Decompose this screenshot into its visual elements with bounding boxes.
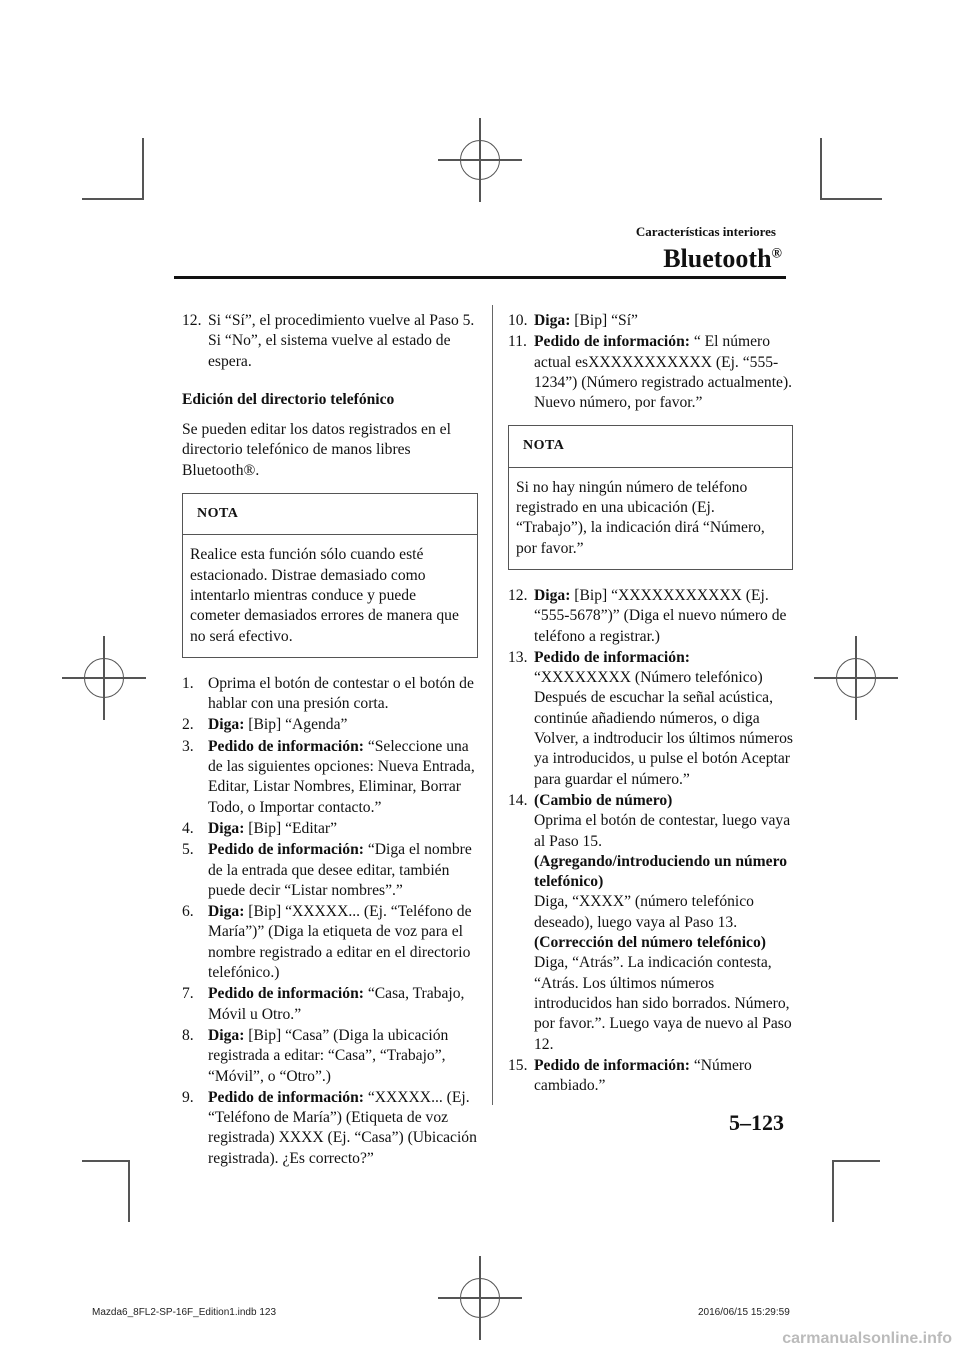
- registration-crosshair-icon: [814, 636, 898, 720]
- footer-date: 2016/06/15 15:29:59: [698, 1307, 790, 1318]
- list-item: 15. Pedido de información: “Número cambiado.”: [508, 1056, 752, 1095]
- footer-file: Mazda6_8FL2-SP-16F_Edition1.indb 123: [92, 1307, 277, 1318]
- note-body: Si no hay ningún número de teléfono registrado en una ubicación (Ej. “Trabajo”), la indicación dirá “Número, por favor.”: [516, 478, 765, 557]
- watermark: carmanualsonline.info: [782, 1330, 952, 1347]
- list-item: 4. Diga: [Bip] “Editar”: [182, 819, 338, 837]
- list-item: 6. Diga: [Bip] “XXXXX... (Ej. “Teléfono de María”)” (Diga la etiqueta de voz para el nombre registrado a editar en el directorio telefónico.): [182, 903, 472, 982]
- step-12-continued: 12. Si “Sí”, el procedimiento vuelve al Paso 5. Si “No”, el sistema vuelve al estado de espera.: [182, 312, 475, 370]
- note-body: Realice esta función sólo cuando esté estacionado. Distrae demasiado como intentarlo mientras conduce y puede cometer demasiados errores de manera que no será efectivo.: [190, 546, 459, 645]
- list-item: 14. (Cambio de número) Oprima el botón de contestar, luego vaya al Paso 15. (Agregando/introduciendo un número telefónico) Diga, “XXXX” (número telefónico deseado), luego vaya al Paso 13. (Corrección del número telefónico) Diga, “Atrás”. La indicación contesta, “Atrás. Los últimos números introducidos han sido borrados. Número, por favor.”. Luego vaya de nuevo al Paso 12.: [508, 791, 792, 1053]
- note-box: [182, 493, 478, 658]
- list-item: 10. Diga: [Bip] “Sí”: [508, 312, 638, 329]
- page-title: Bluetooth®: [663, 244, 782, 273]
- registration-crosshair-icon: [438, 118, 522, 202]
- list-item: 7. Pedido de información: “Casa, Trabajo, Móvil u Otro.”: [182, 985, 465, 1023]
- list-item: 13. Pedido de información: “XXXXXXXX (Número telefónico) Después de escuchar la señal acústica, continúe añadiendo números, o diga Volver, a indtroducir los últimos números ya introducidos, u pulse el botón Aceptar para guardar el número.”: [508, 648, 793, 788]
- list-item: 8. Diga: [Bip] “Casa” (Diga la ubicación registrada a editar: “Casa”, “Trabajo”, “Móvil”, o “Otro”.): [182, 1026, 449, 1085]
- intro-paragraph: Se pueden editar los datos registrados en el directorio telefónico de manos libres Bluetooth®.: [182, 421, 451, 479]
- list-item: 5. Pedido de información: “Diga el nombre de la entrada que desee editar, también puede decir “Listar nombres”.”: [182, 841, 472, 899]
- list-item: 9. Pedido de información: “XXXXX... (Ej. “Teléfono de María”) (Etiqueta de voz registrada) XXXX (Ej. “Casa”) (Ubicación registrada). ¿Es correcto?”: [182, 1088, 477, 1167]
- section-name: Características interiores: [635, 224, 776, 239]
- list-item: 2. Diga: [Bip] “Agenda”: [182, 716, 348, 734]
- registration-crosshair-icon: [438, 1256, 522, 1340]
- list-item: 12. Diga: [Bip] “XXXXXXXXXXX (Ej. “555-5678”)” (Diga el nuevo número de teléfono a registrar.): [508, 586, 787, 645]
- right-column: [508, 311, 793, 1097]
- list-item: 11. Pedido de información: “ El número actual esXXXXXXXXXXX (Ej. “555-1234”) (Número registrado actualmente). Nuevo número, por favor.”: [508, 333, 793, 412]
- section-heading: Edición del directorio telefónico: [182, 390, 395, 408]
- column-divider: [492, 305, 493, 1105]
- left-column: [182, 311, 478, 1170]
- note-title: NOTA: [509, 426, 792, 467]
- list-item: 3. Pedido de información: “Seleccione una de las siguientes opciones: Nueva Entrada, Editar, Listar Nombres, Eliminar, Borrar Todo, o Importar contacto.”: [182, 737, 475, 816]
- header-rule: [174, 276, 786, 279]
- note-box: [508, 425, 793, 569]
- page-number: 5–123: [729, 1110, 784, 1135]
- note-title: NOTA: [183, 494, 477, 535]
- list-item: 1. Oprima el botón de contestar o el botón de hablar con una presión corta.: [182, 674, 474, 713]
- registration-crosshair-icon: [62, 636, 146, 720]
